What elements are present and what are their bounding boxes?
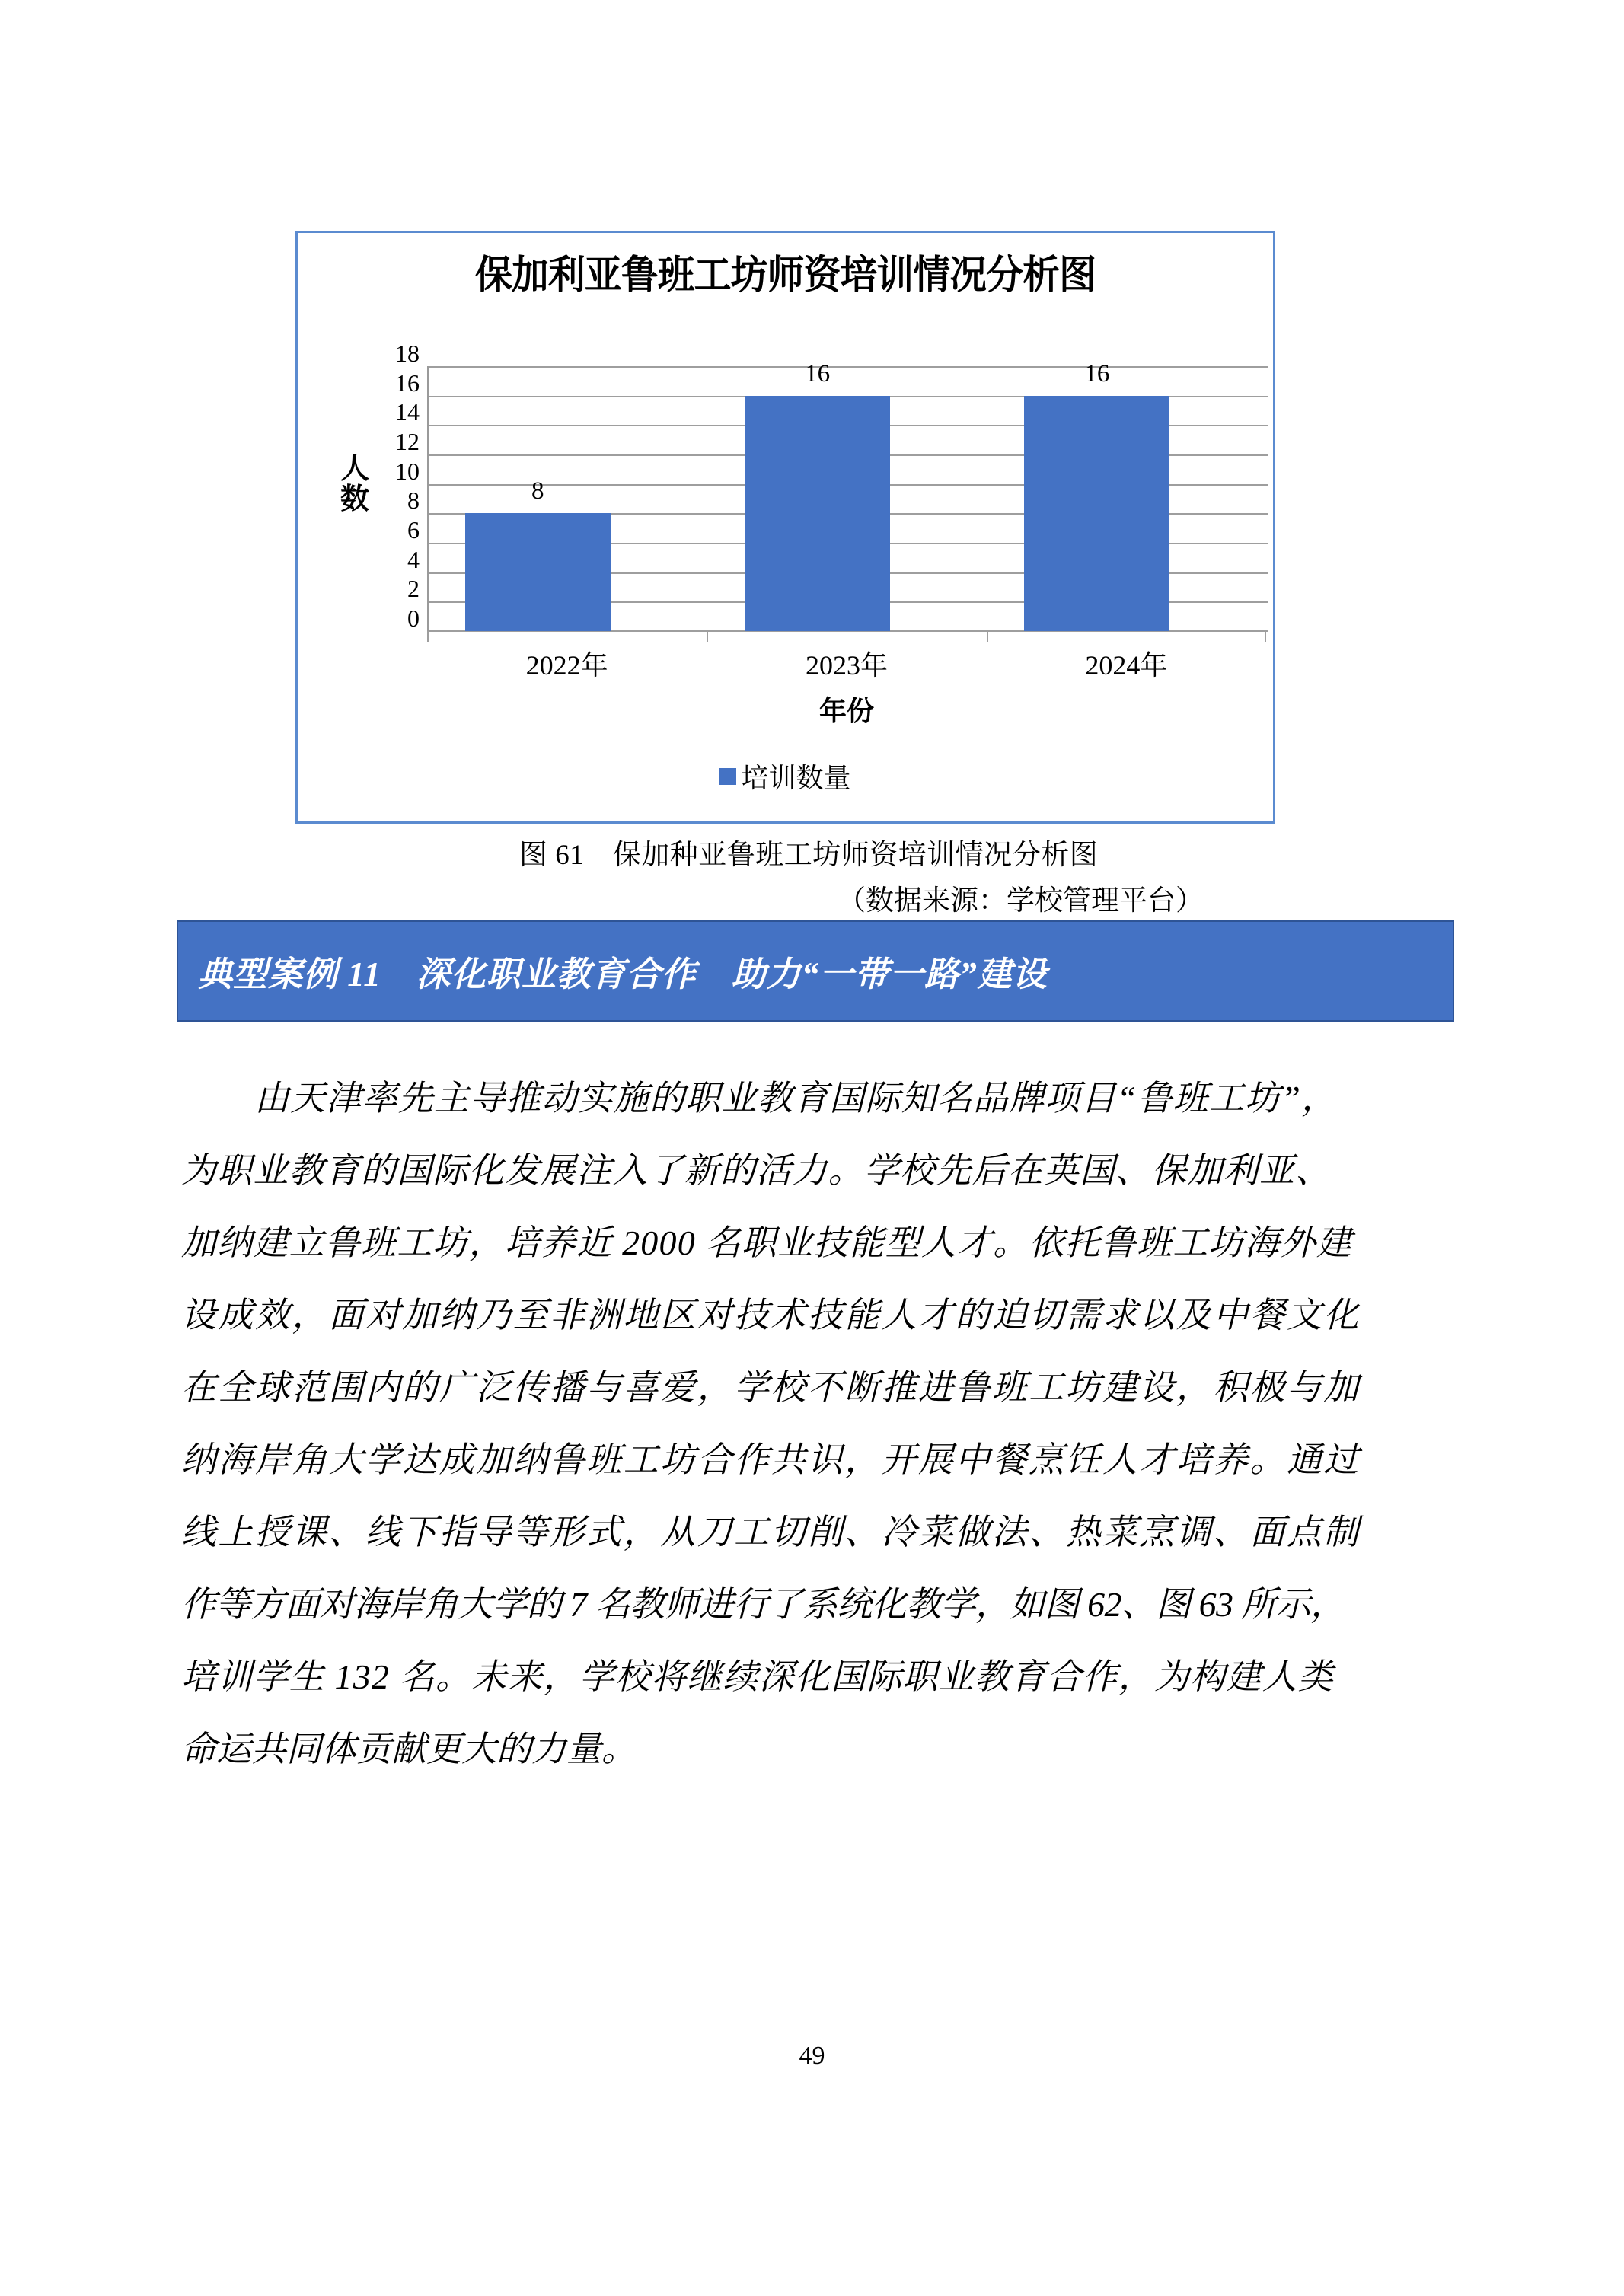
y-axis-title bbox=[334, 454, 375, 515]
chart-legend bbox=[298, 757, 1273, 796]
body-paragraph bbox=[181, 1062, 1454, 1785]
bar-value-label: 16 bbox=[1084, 359, 1110, 387]
y-tick-label: 18 bbox=[395, 340, 420, 367]
legend-entry-label: 培训数量 bbox=[741, 762, 851, 793]
body-line: 纳海岸角大学达成加纳鲁班工坊合作共识，开展中餐烹饪人才培养。通过 bbox=[181, 1440, 1361, 1479]
bar-slot bbox=[988, 359, 1268, 631]
chart-plot-wrapper bbox=[298, 233, 1273, 821]
y-tick-label: 10 bbox=[395, 457, 420, 485]
legend-swatch-icon bbox=[719, 768, 736, 785]
page-number: 49 bbox=[799, 2042, 825, 2070]
x-axis-title: 年份 bbox=[818, 695, 874, 726]
body-line: 设成效，面对加纳乃至非洲地区对技术技能人才的迫切需求以及中餐文化 bbox=[181, 1296, 1361, 1335]
chart-bars bbox=[429, 359, 1268, 631]
chart-figure-container bbox=[295, 231, 1275, 824]
body-line: 在全球范围内的广泛传播与喜爱，学校不断推进鲁班工坊建设，积极与加 bbox=[181, 1368, 1361, 1407]
bar-2024[interactable] bbox=[1024, 396, 1169, 631]
x-tick-label: 2022年 bbox=[525, 650, 608, 681]
y-axis-title-char-2: 数 bbox=[340, 483, 369, 516]
case-study-banner-title: 典型案例 11 深化职业教育合作 助力“一带一路”建设 bbox=[198, 955, 1048, 993]
chart-plot-area bbox=[427, 359, 1268, 631]
figure-source-note: （数据来源：学校管理平台） bbox=[838, 885, 1204, 917]
body-line: 培训学生 132 名。未来，学校将继续深化国际职业教育合作，为构建人类 bbox=[181, 1657, 1334, 1696]
y-tick-label: 2 bbox=[407, 575, 420, 603]
body-line: 命运共同体贡献更大的力量。 bbox=[181, 1730, 637, 1768]
x-tickmark bbox=[987, 631, 988, 642]
x-tickmark bbox=[707, 631, 708, 642]
chart-title: 保加利亚鲁班工坊师资培训情况分析图 bbox=[474, 254, 1096, 298]
body-line: 加纳建立鲁班工坊，培养近 2000 名职业技能型人才。依托鲁班工坊海外建 bbox=[181, 1223, 1353, 1262]
y-tick-label: 16 bbox=[395, 368, 420, 397]
figure-caption: 图 61 保加种亚鲁班工坊师资培训情况分析图 bbox=[519, 840, 1099, 871]
bar-2023[interactable] bbox=[745, 396, 890, 631]
x-tick-label: 2024年 bbox=[1085, 650, 1168, 681]
bar-slot bbox=[708, 359, 987, 631]
y-tick-label: 4 bbox=[407, 545, 420, 573]
x-axis-tickmarks bbox=[427, 631, 1266, 642]
body-line: 线上授课、线下指导等形式，从刀工切削、冷菜做法、热菜烹调、面点制 bbox=[181, 1513, 1361, 1551]
y-tick-label: 12 bbox=[395, 428, 420, 455]
y-axis-title-char-1: 人 bbox=[340, 453, 369, 485]
bar-slot bbox=[429, 366, 708, 631]
y-axis-tick-labels bbox=[372, 340, 420, 632]
y-tick-label: 14 bbox=[395, 398, 420, 426]
bar-value-label: 16 bbox=[805, 359, 831, 387]
body-line: 作等方面对海岸角大学的 7 名教师进行了系统化教学，如图 62、图 63 所示， bbox=[181, 1585, 1345, 1624]
x-tick-label: 2023年 bbox=[805, 650, 888, 681]
y-tick-label: 0 bbox=[407, 604, 420, 632]
x-tickmark bbox=[1265, 631, 1266, 642]
x-tickmark bbox=[427, 631, 429, 642]
y-tick-label: 8 bbox=[407, 486, 420, 515]
body-line: 由天津率先主导推动实施的职业教育国际知名品牌项目“鲁班工坊”， bbox=[254, 1079, 1338, 1118]
bar-2022[interactable] bbox=[465, 513, 611, 631]
y-tick-label: 6 bbox=[407, 516, 420, 544]
body-line: 为职业教育的国际化发展注入了新的活力。学校先后在英国、保加利亚、 bbox=[181, 1151, 1332, 1190]
x-axis-tick-labels bbox=[427, 644, 1266, 683]
case-study-banner bbox=[177, 920, 1454, 1022]
bar-value-label: 8 bbox=[531, 477, 544, 505]
